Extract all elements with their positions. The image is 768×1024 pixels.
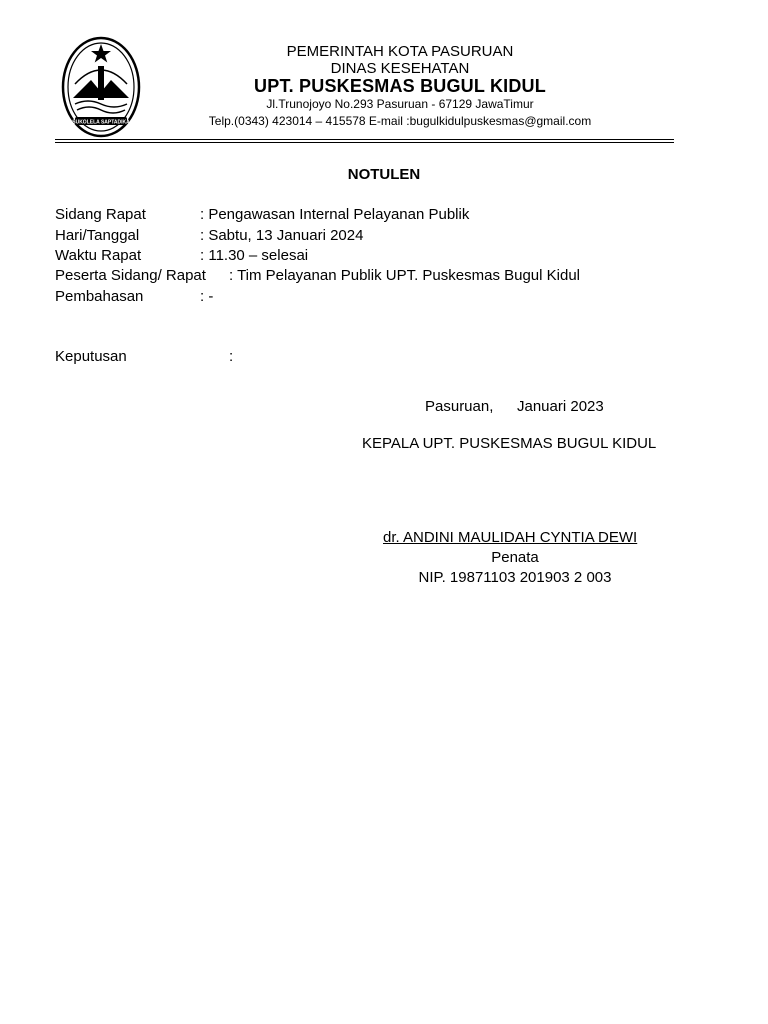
- field-label-decision: Keputusan: [55, 348, 127, 365]
- field-value-meeting: : Pengawasan Internal Pelayanan Publik: [200, 206, 470, 223]
- letterhead-contact: Telp.(0343) 423014 – 415578 E-mail :bugulkidulpuskesmas@gmail.com: [208, 114, 592, 128]
- svg-text:SUKOLELA SAPTADIKA: SUKOLELA SAPTADIKA: [72, 119, 130, 126]
- field-value-decision: :: [229, 348, 234, 365]
- field-value-time: : 11.30 – selesai: [200, 247, 309, 264]
- field-value-date: : Sabtu, 13 Januari 2024: [200, 227, 364, 244]
- field-value-discussion: : -: [200, 288, 214, 305]
- star-icon: [91, 44, 111, 63]
- field-label-time: Waktu Rapat: [55, 247, 142, 264]
- signature-place: Pasuruan,: [425, 398, 494, 415]
- field-label-participants: Peserta Sidang/ Rapat: [55, 267, 206, 284]
- letterhead-address: Jl.Trunojoyo No.293 Pasuruan - 67129 JawaTimur: [266, 97, 534, 111]
- letterhead-institution: UPT. PUSKESMAS BUGUL KIDUL: [254, 76, 546, 96]
- signature-date: Januari 2023: [517, 398, 604, 415]
- field-label-date: Hari/Tanggal: [55, 227, 140, 244]
- letterhead-department: DINAS KESEHATAN: [330, 60, 470, 77]
- signatory-nip: NIP. 19871103 201903 2 003: [418, 569, 612, 586]
- field-label-meeting: Sidang Rapat: [55, 206, 146, 223]
- header-divider-thin: [55, 142, 674, 143]
- header-divider: [55, 139, 674, 140]
- field-value-participants: : Tim Pelayanan Publik UPT. Puskesmas Bugul Kidul: [229, 267, 580, 284]
- letterhead-government: PEMERINTAH KOTA PASURUAN: [286, 43, 514, 60]
- pasuruan-city-emblem: [61, 36, 141, 138]
- signatory-rank: Penata: [491, 549, 539, 566]
- signature-position: KEPALA UPT. PUSKESMAS BUGUL KIDUL: [362, 435, 657, 452]
- document-title: NOTULEN: [347, 166, 421, 183]
- signatory-name: dr. ANDINI MAULIDAH CYNTIA DEWI: [383, 529, 638, 546]
- field-label-discussion: Pembahasan: [55, 288, 144, 305]
